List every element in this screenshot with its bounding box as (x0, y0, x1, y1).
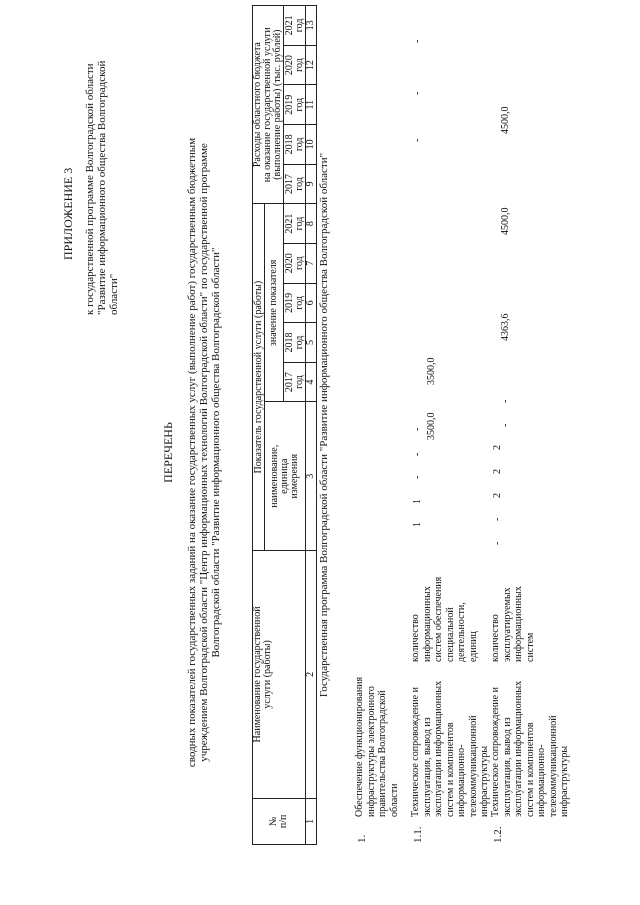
header-year: 2017 год (284, 362, 306, 402)
row-1-1-indicator: количество информационных систем обеспечения специальной деятельности, единиц (410, 576, 479, 662)
appendix-to-line-1: к государственной программе Волгоградской области (84, 63, 96, 315)
row-1-1-val: - (412, 427, 423, 431)
row-1-2-num: 1.2. (492, 826, 504, 843)
header-expense-group: Расходы областного бюджета на оказание государственной услуги (выполнение работы) (тыс. рублей) (253, 6, 284, 204)
col-number: 7 (306, 243, 317, 283)
col-number: 1 (306, 798, 317, 844)
header-year: 2017 год (284, 164, 306, 204)
row-1-2-name: Техническое сопровождение и эксплуатация, вывод из эксплуатации информационных систем и компонентов информационно-телекоммуникационной инфраструктуры (490, 680, 570, 817)
header-year: 2019 год (284, 283, 306, 323)
row-1-2-val: 2 (492, 445, 503, 450)
col-number: 4 (306, 362, 317, 402)
col-number: 8 (306, 204, 317, 244)
row-1-1-val: - (412, 475, 423, 479)
row-1-2-val: 2 (492, 493, 503, 498)
row-1-1-num: 1.1. (412, 826, 424, 843)
row-1-2-val: - (500, 423, 511, 427)
col-number: 12 (306, 45, 317, 85)
appendix-to-line-3: области" (108, 273, 120, 315)
col-number: 9 (306, 164, 317, 204)
row-1-1-val: - (412, 91, 423, 95)
appendix-label: ПРИЛОЖЕНИЕ 3 (61, 167, 75, 260)
row-1-1-val: - (412, 452, 423, 456)
row-1-2-val: - (492, 541, 503, 545)
row-1-2-val: 2 (492, 469, 503, 474)
header-indicator-group: Показатель государственной услуги (работы) (253, 204, 265, 551)
header-year: 2018 год (284, 125, 306, 165)
col-number: 6 (306, 283, 317, 323)
row-1-1-val: - (412, 138, 423, 142)
header-year: 2021 год (284, 6, 306, 46)
doc-subtitle-line-1: сводных показателей государственных заданий на оказание государственных услуг (выполнение работ) государственным бюджетным (186, 137, 198, 768)
header-indicator-name: наименование, единица измерения (265, 402, 306, 551)
header-year: 2020 год (284, 243, 306, 283)
col-number: 5 (306, 323, 317, 363)
row-1-1-val: - (412, 39, 423, 43)
row-1-name: Обеспечение функционирования инфраструктуры электронного правительства Волгоградской области (354, 676, 400, 817)
header-year: 2018 год (284, 323, 306, 363)
row-1-2-indicator: количество эксплуатируемых информационных систем (490, 586, 536, 662)
header-year: 2020 год (284, 45, 306, 85)
col-number: 3 (306, 402, 317, 551)
header-year: 2021 год (284, 204, 306, 244)
row-1-1-name: Техническое сопровождение и эксплуатация, вывод из эксплуатации информационных систем и компонентов информационно-телекоммуникационной инфраструктуры (410, 680, 490, 817)
col-number: 13 (306, 6, 317, 46)
doc-subtitle-line-3: Волгоградской области "Развитие информационного общества Волгоградской области" (210, 247, 222, 658)
row-1-num: 1. (356, 834, 368, 843)
doc-title: ПЕРЕЧЕНЬ (161, 422, 175, 483)
row-1-2-val: - (492, 517, 503, 521)
col-number: 10 (306, 125, 317, 165)
row-1-1-val: 1 (412, 499, 423, 504)
appendix-to-line-2: "Развитие информационного общества Волгоградской (96, 60, 108, 315)
col-number: 2 (306, 551, 317, 799)
col-number: 11 (306, 85, 317, 125)
header-year: 2019 год (284, 85, 306, 125)
doc-subtitle-line-2: учреждением Волгоградской области "Центр информационных технологий Волгоградской области" по государственной программе (198, 143, 210, 762)
row-1-2-val: 4363,6 (500, 313, 511, 341)
row-1-2-val: 4500,0 (500, 207, 511, 235)
row-1-1-val: 3500,0 (426, 412, 437, 440)
row-1-2-val: 4500,0 (500, 106, 511, 134)
header-num: № п/п (253, 798, 306, 844)
header-service-name: Наименование государственной услуги (работы) (253, 551, 306, 799)
row-1-2-val: - (500, 399, 511, 403)
row-1-1-val: 3500,0 (426, 357, 437, 385)
row-1-1-val: 1 (412, 522, 423, 527)
indicators-table-header (252, 5, 317, 845)
program-row: Государственная программа Волгоградской области "Развитие информационного общества Волгоградской области" (318, 152, 330, 698)
header-indicator-value: значение показателя (265, 204, 284, 402)
